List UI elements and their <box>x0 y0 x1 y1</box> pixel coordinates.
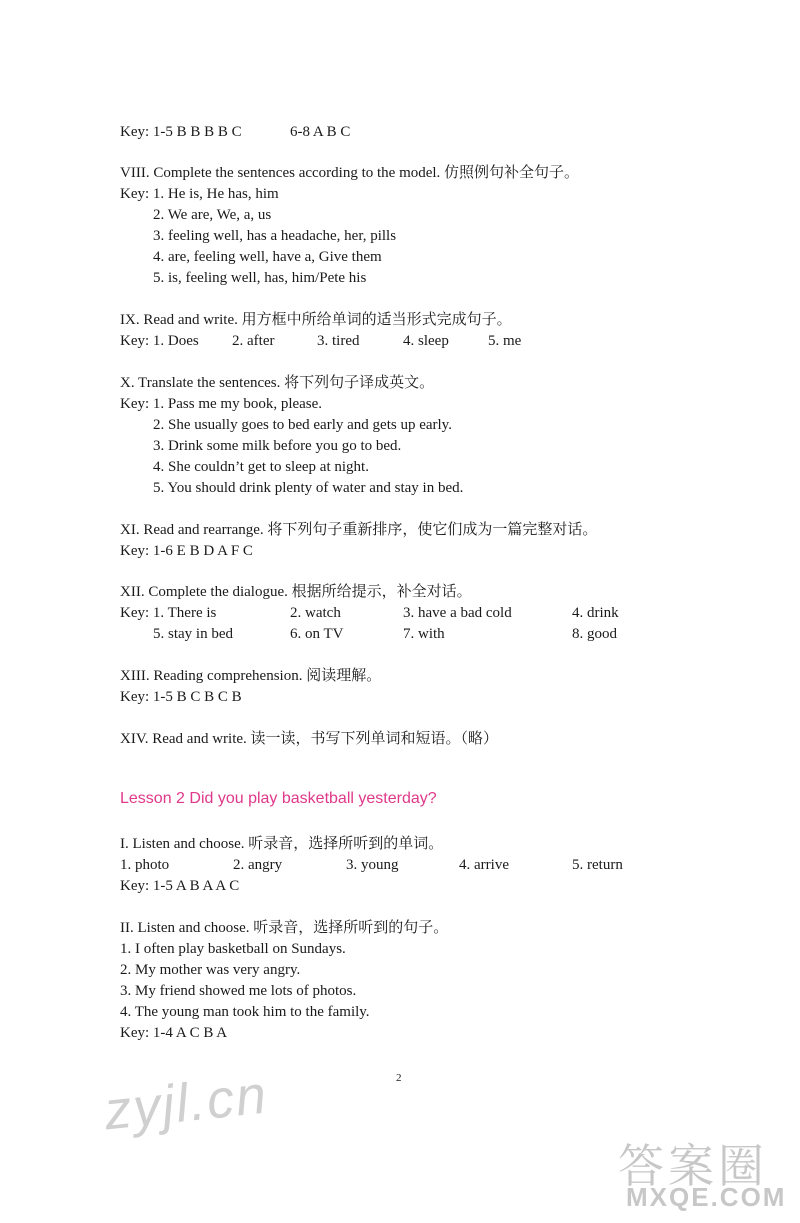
watermark-stamp <box>590 1130 790 1220</box>
answer-cell: 3. tired <box>317 333 360 349</box>
answer-line: 2. We are, We, a, us <box>153 207 272 223</box>
answer-cell: 2. after <box>232 333 275 349</box>
section-title: XII. Complete the dialogue. 根据所给提示，补全对话。 <box>120 584 472 600</box>
key-line: 6-8 A B C <box>290 124 351 140</box>
answer-line: 4. The young man took him to the family. <box>120 1004 370 1020</box>
answer-line: Key: 1. Pass me my book, please. <box>120 396 323 412</box>
section-title: XIII. Reading comprehension. 阅读理解。 <box>120 668 382 684</box>
key-line: Key: 1-6 E B D A F C <box>120 543 253 559</box>
watermark-logo: zyjl.cn <box>101 1064 271 1142</box>
lesson-title: Lesson 2 Did you play basketball yesterday? <box>120 790 437 807</box>
section-title: VIII. Complete the sentences according to the model. 仿照例句补全句子。 <box>120 165 580 181</box>
answer-cell: 6. on TV <box>290 626 344 642</box>
answer-line: 2. My mother was very angry. <box>120 962 301 978</box>
section-title: XI. Read and rearrange. 将下列句子重新排序，使它们成为一篇完整对话。 <box>120 522 598 538</box>
answer-cell: 7. with <box>403 626 445 642</box>
watermark-en: MXQE.COM <box>626 1182 787 1212</box>
page-number: 2 <box>396 1072 402 1084</box>
answer-cell: Key: 1. Does <box>120 333 199 349</box>
section-title: II. Listen and choose. 听录音，选择所听到的句子。 <box>120 920 449 936</box>
section-title: XIV. Read and write. 读一读，书写下列单词和短语。（略） <box>120 731 499 747</box>
answer-cell: 5. me <box>488 333 522 349</box>
answer-line: 3. Drink some milk before you go to bed. <box>153 438 402 454</box>
answer-cell: 8. good <box>572 626 617 642</box>
section-title: X. Translate the sentences. 将下列句子译成英文。 <box>120 375 435 391</box>
answer-cell: Key: 1. There is <box>120 605 217 621</box>
word-cell: 5. return <box>572 857 623 873</box>
key-line: Key: 1-5 B C B C B <box>120 689 242 705</box>
answer-line: 3. My friend showed me lots of photos. <box>120 983 357 999</box>
answer-line: 4. are, feeling well, have a, Give them <box>153 249 382 265</box>
answer-line: 2. She usually goes to bed early and gets up early. <box>153 417 452 433</box>
answer-cell: 5. stay in bed <box>153 626 233 642</box>
answer-line: Key: 1. He is, He has, him <box>120 186 279 202</box>
answer-line: 4. She couldn’t get to sleep at night. <box>153 459 369 475</box>
answer-line: 3. feeling well, has a headache, her, pills <box>153 228 397 244</box>
word-cell: 2. angry <box>233 857 283 873</box>
answer-cell: 3. have a bad cold <box>403 605 512 621</box>
word-cell: 3. young <box>346 857 399 873</box>
section-title: IX. Read and write. 用方框中所给单词的适当形式完成句子。 <box>120 312 512 328</box>
section-title: I. Listen and choose. 听录音，选择所听到的单词。 <box>120 836 444 852</box>
word-cell: 1. photo <box>120 857 170 873</box>
answer-cell: 4. drink <box>572 605 619 621</box>
key-line: Key: 1-4 A C B A <box>120 1025 228 1041</box>
key-line: Key: 1-5 A B A A C <box>120 878 240 894</box>
answer-line: 1. I often play basketball on Sundays. <box>120 941 346 957</box>
answer-line: 5. You should drink plenty of water and stay in bed. <box>153 480 464 496</box>
watermark-cn: 答案圈 <box>618 1140 768 1192</box>
key-line: Key: 1-5 B B B B C <box>120 124 242 140</box>
answer-cell: 4. sleep <box>403 333 449 349</box>
word-cell: 4. arrive <box>459 857 509 873</box>
answer-cell: 2. watch <box>290 605 341 621</box>
answer-line: 5. is, feeling well, has, him/Pete his <box>153 270 367 286</box>
